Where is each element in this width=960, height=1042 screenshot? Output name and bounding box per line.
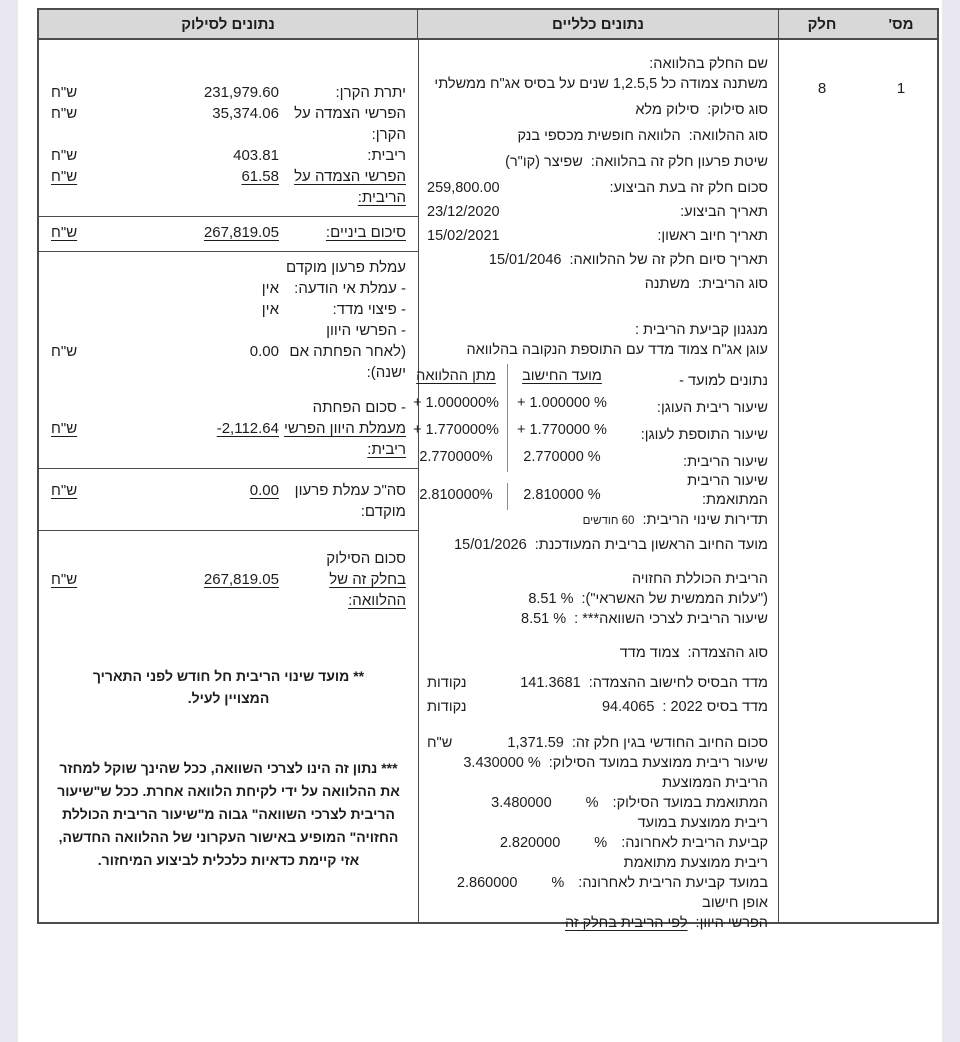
col-header-settlement: נתונים לסילוק — [181, 15, 275, 33]
col-header-part: חלק — [778, 10, 865, 38]
table-body-row — [39, 40, 937, 931]
col-calc-date: מועד החישוב — [522, 368, 602, 384]
rate-subtable-header: נתונים למועד - מועד החישוב מתן ההלוואה — [427, 364, 768, 391]
settlement-section-prepayment-fee — [39, 252, 418, 469]
row-settlement-type: סוג סילוק: סילוק מלא — [635, 102, 768, 118]
row-comparison-rate: שיעור הריבית לצרכי השוואה*** : 8.51 % — [521, 611, 768, 627]
row-mechanism-desc: עוגן אג"ח צמוד מדד עם התוספת הנקובה בהלוואה — [466, 342, 768, 358]
row-subtotal: סיכום ביניים: 267,819.05 ש"ח — [51, 224, 406, 241]
row-average-adjusted-last-fixing-1: ריבית ממוצעת מתואמת — [623, 855, 768, 871]
row-mechanism-title: מנגנון קביעת הריבית : — [634, 322, 768, 338]
row-execution-date: תאריך הביצוע: 23/12/2020 — [427, 204, 768, 220]
row-total-expected-rate-2: ("עלות הממשית של האשראי"): 8.51 % — [528, 591, 768, 607]
rate-row-margin: שיעור התוספת לעוגן: + 1.770000 % + 1.770000% — [427, 418, 768, 445]
row-payoff-amount-2: בחלק זה של ההלוואה: 267,819.05 ש"ח — [51, 571, 406, 609]
row-loan-type: סוג ההלוואה: הלוואה חופשית מכספי בנק — [517, 128, 768, 144]
row-fee-discounting-1: - הפרשי היוון — [326, 322, 406, 339]
row-average-last-fixing-2: קביעת הריבית לאחרונה: % 2.820000 — [499, 835, 768, 851]
row-average-rate-at-settlement: שיעור ריבית ממוצעת במועד הסילוק: 3.430000 % — [463, 755, 768, 771]
cell-loan-number: 1 — [896, 80, 906, 97]
footnote-rate-change-date: ** מועד שינוי הריבית חל חודש לפני התאריך המצויין לעיל. — [92, 668, 365, 706]
row-cpi-on-principal: הפרשי הצמדה על הקרן: 35,374.06 ש"ח — [51, 105, 406, 143]
table-header-row — [39, 10, 937, 40]
row-total-prepayment-fee: סה"כ עמלת פרעון מוקדם: 0.00 ש"ח — [51, 482, 406, 520]
rate-row-rate: שיעור הריבית: 2.770000 % 2.770000% — [427, 445, 768, 472]
row-cpi-on-interest: הפרשי הצמדה על הריבית: 61.58 ש"ח — [51, 168, 406, 206]
row-average-adjusted-last-fixing-2: במועד קביעת הריבית לאחרונה: % 2.860000 — [456, 875, 768, 891]
row-reduction-1: - סכום הפחתה — [312, 399, 406, 416]
row-first-charge-date: תאריך חיוב ראשון: 15/02/2021 — [427, 228, 768, 244]
row-part-name: משתנה צמודה כל 1,2.5,5 שנים על בסיס אג"ח ממשלתי — [434, 76, 768, 92]
row-discount-calc-method-1: אופן חישוב — [702, 895, 768, 911]
col-grant-date: מתן ההלוואה — [416, 368, 496, 384]
row-interest-type: סוג הריבית: משתנה — [644, 276, 768, 292]
page-edge-left — [0, 0, 18, 1042]
row-fee-index-compensation: - פיצוי מדד: אין — [261, 301, 406, 318]
general-data-cell — [413, 40, 778, 931]
row-reduction-2: מעמלת היוון הפרשי ריבית: -2,112.64 ש"ח — [51, 420, 406, 458]
footnote-comparison-rate: *** נתון זה הינו לצרכי השוואה, ככל שהינך שוקל למחזר את ההלוואה על ידי לקיחת הלוואה אחרת. ככל ש"שיעור הריבית לצרכי השוואה" גבוה מ"שיעור הריבית הכוללת החזויה" המופיע באישור העקרוני של ההלוואה החדשה, אזי קיימת כדאיות כלכלית לביצוע המיחזור. — [57, 760, 400, 868]
page-edge-right — [942, 0, 960, 1042]
cell-part-number: 8 — [778, 40, 865, 922]
row-discount-calc-method-2: הפרשי היוון: לפי הריבית בחלק זה — [564, 915, 768, 931]
rate-row-anchor: שיעור ריבית העוגן: + 1.000000 % + 1.000000% — [427, 391, 768, 418]
row-average-adjusted-1: הריבית הממוצעת — [662, 775, 768, 791]
row-interest: ריבית: 403.81 ש"ח — [51, 147, 406, 164]
rate-row-adjusted-rate: שיעור הריבית המתואמת: 2.810000 % 2.810000% — [419, 473, 768, 508]
settlement-section-payoff — [39, 531, 418, 922]
row-base-index: מדד הבסיס לחישוב ההצמדה: 141.3681 נקודות — [427, 675, 768, 691]
settlement-data-cell — [39, 40, 418, 922]
settlement-section-balances — [39, 40, 418, 217]
col-header-num: מס' — [888, 15, 914, 33]
loan-statement-table — [37, 8, 939, 931]
col-header-general: נתונים כלליים — [417, 10, 778, 38]
row-end-date: תאריך סיום חלק זה של ההלוואה: 15/01/2046 — [488, 252, 768, 268]
row-fee-no-notice: - עמלת אי הודעה: אין — [261, 280, 406, 297]
row-rate-change-frequency: תדירות שינוי הריבית: 60 חודשים — [582, 512, 768, 528]
row-base-index-2022: מדד בסיס 2022 : 94.4065 נקודות — [427, 699, 768, 715]
row-repayment-method: שיטת פרעון חלק זה בהלוואה: שפיצר (קו"ר) — [505, 154, 768, 170]
row-indexation-type: סוג ההצמדה: צמוד מדד — [619, 645, 768, 661]
row-principal-balance: יתרת הקרן: 231,979.60 ש"ח — [51, 84, 406, 101]
row-monthly-charge: סכום החיוב החודשי בגין חלק זה: 1,371.59 ש"ח — [427, 735, 768, 751]
row-total-expected-rate-1: הריבית הכוללת החזויה — [631, 571, 768, 587]
row-average-last-fixing-1: ריבית ממוצעת במועד — [637, 815, 768, 831]
settlement-section-total-fee — [39, 469, 418, 531]
row-part-name-label: שם החלק בהלוואה: — [649, 56, 768, 72]
settlement-section-subtotal — [39, 217, 418, 252]
row-amount-at-execution: סכום חלק זה בעת הביצוע: 259,800.00 — [427, 180, 768, 196]
row-fee-title: עמלת פרעון מוקדם — [285, 259, 406, 276]
rate-subtable — [413, 364, 768, 510]
row-updated-first-charge: מועד החיוב הראשון בריבית המעודכנת: 15/01/2026 — [454, 537, 768, 553]
row-fee-discounting-2: (לאחר הפחתה אם ישנה): 0.00 ש"ח — [51, 343, 406, 381]
row-payoff-amount-1: סכום הסילוק — [326, 550, 406, 567]
row-average-adjusted-2: המתואמת במועד הסילוק: % 3.480000 — [491, 795, 768, 811]
